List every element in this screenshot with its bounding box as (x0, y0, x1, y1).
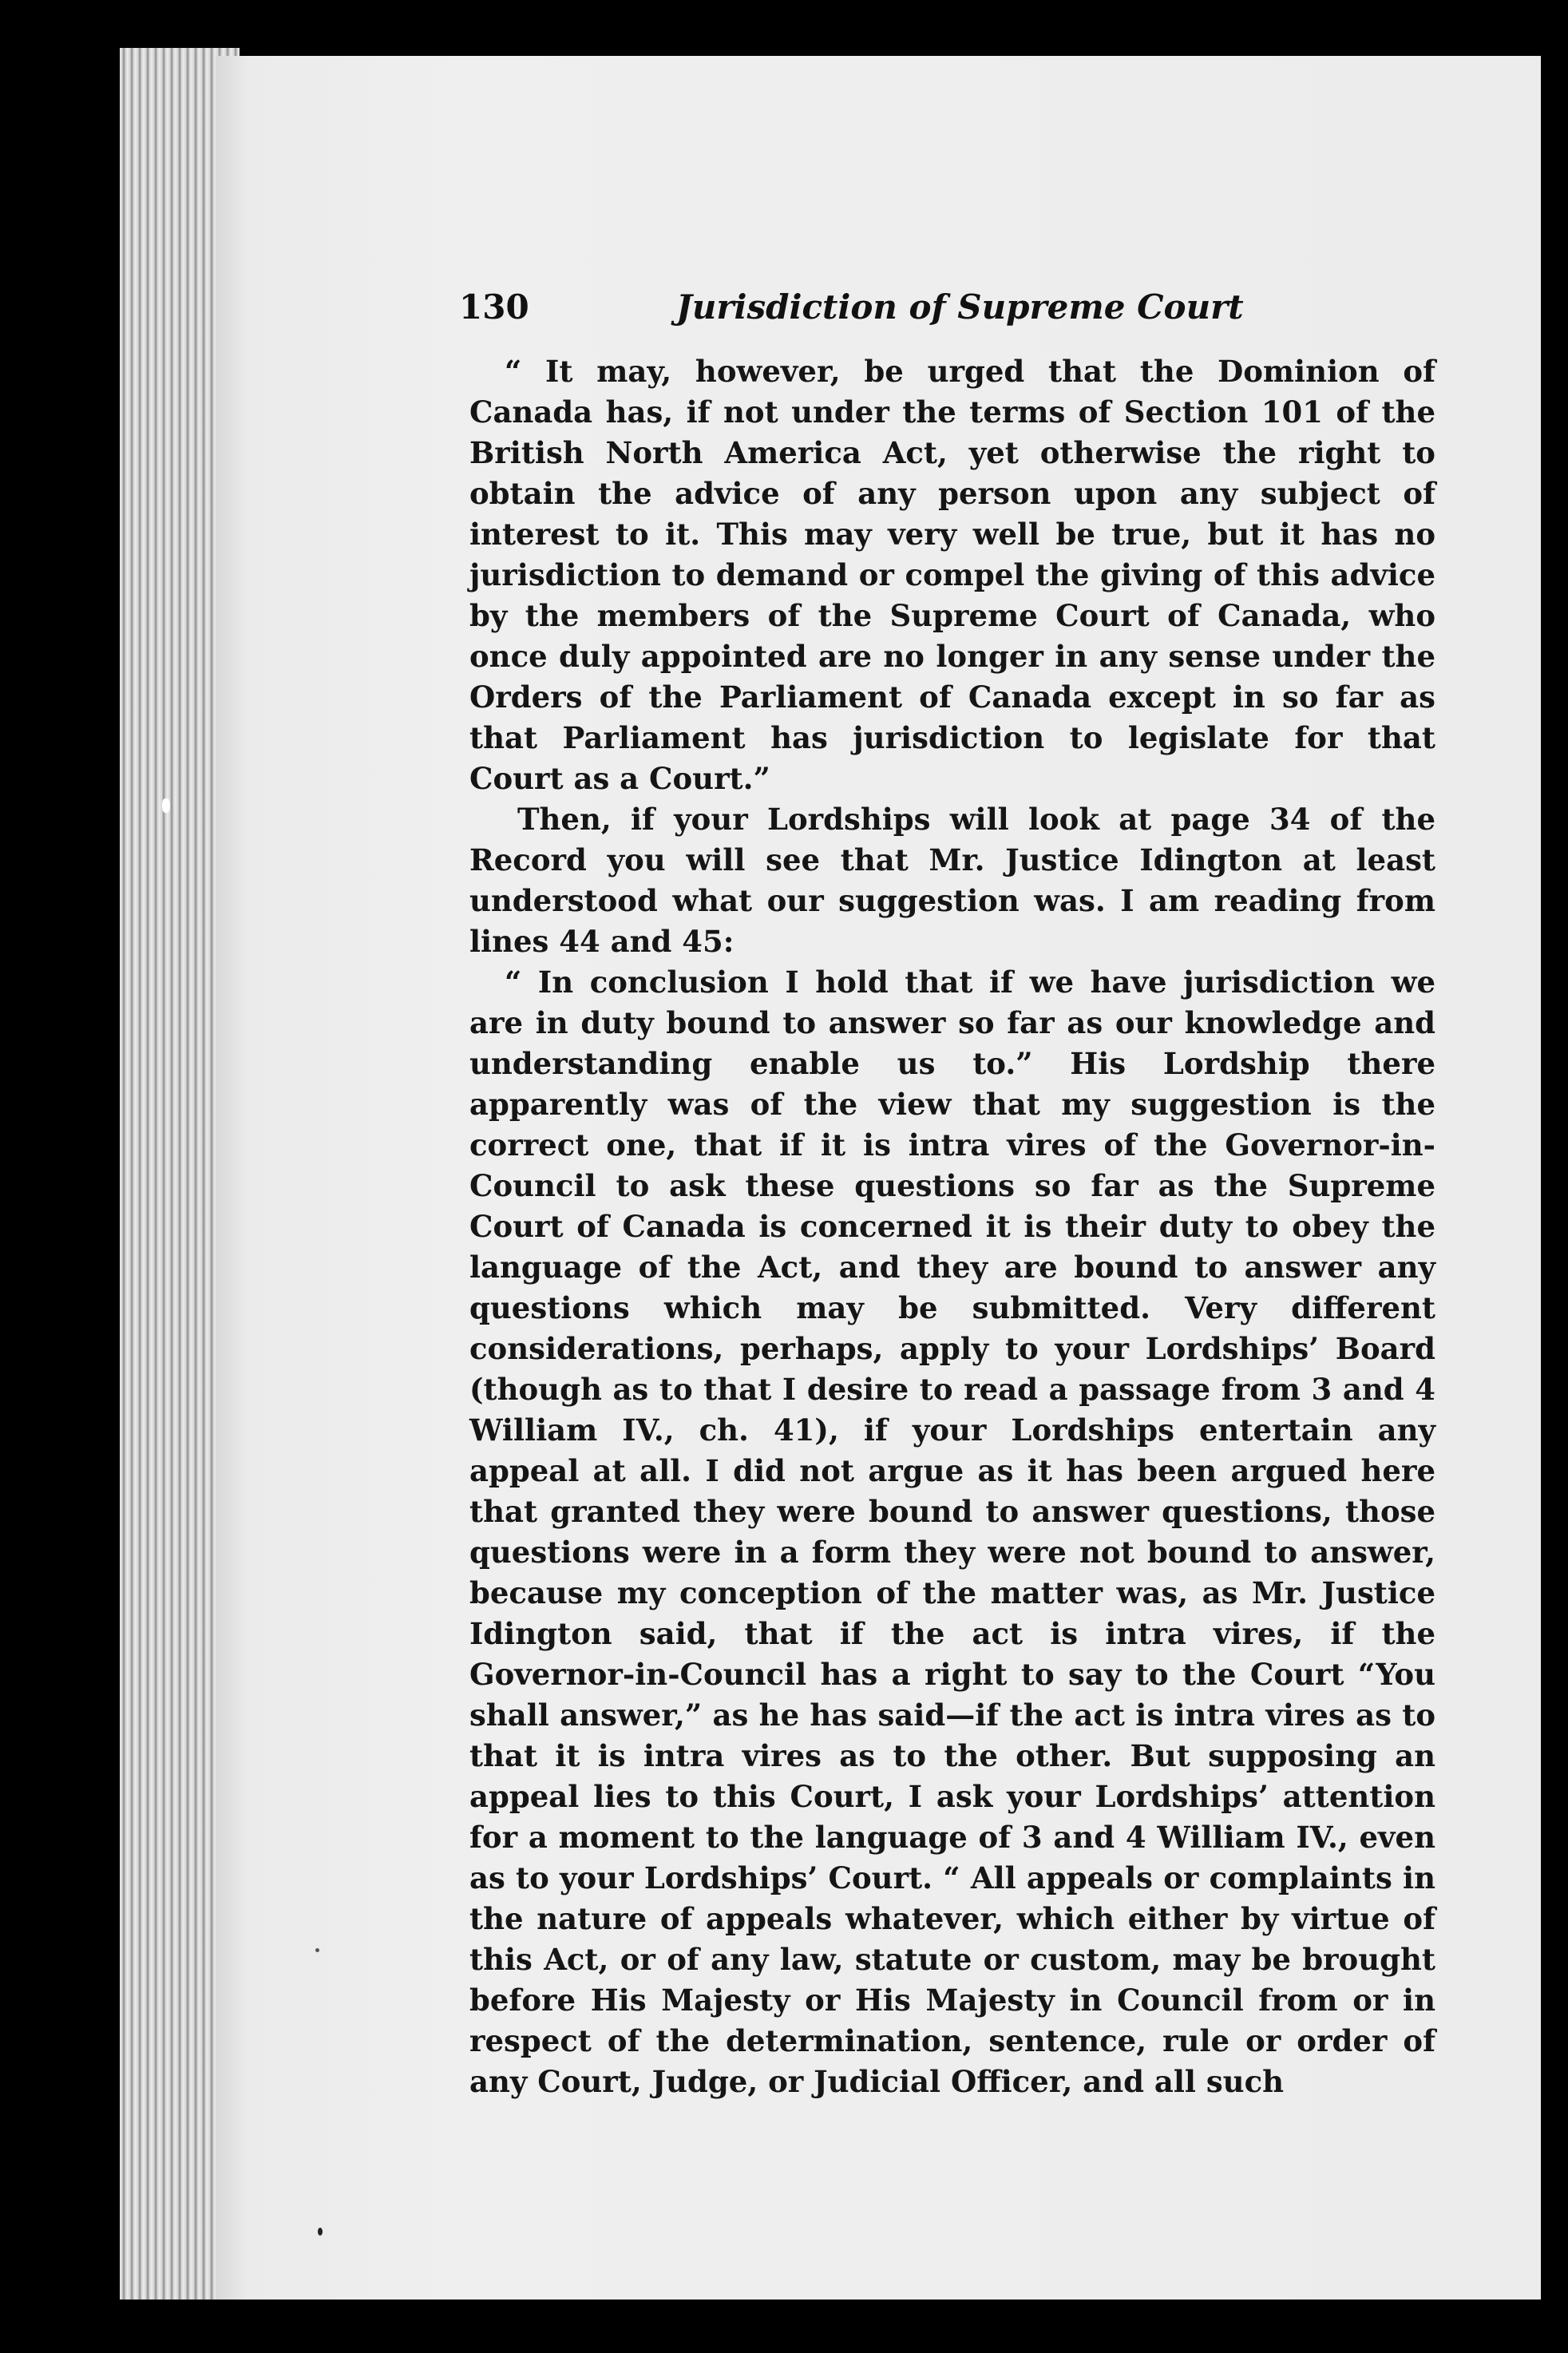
paragraph-conclusion-argument: “ In conclusion I hold that if we have jurisdiction we are in duty bound to answer so far as our knowledge and understanding enable us to.” His Lordship there apparently was of the view that my suggestion is the correct one, that if it is intra vires of the Governor-in-Council to ask these questions so far as the Supreme Court of Canada is concerned it is their duty to obey the language of the Act, and they are bound to answer any questions which may be submitted. Very different considerations, perhaps, apply to your Lordships’ Board (though as to that I desire to read a passage from 3 and 4 William IV., ch. 41), if your Lordships entertain any appeal at all. I did not argue as it has been argued here that granted they were bound to answer questions, those questions were in a form they were not bound to answer, because my conception of the matter was, as Mr. Justice Idington said, that if the act is intra vires, if the Governor-in-Council has a right to say to the Court “You shall answer,” as he has said—if the act is intra vires as to that it is intra vires as to the other. But supposing an appeal lies to this Court, I ask your Lordships’ attention for a moment to the language of 3 and 4 William IV., even as to your Lordships’ Court. “ All appeals or complaints in the nature of appeals whatever, which either by virtue of this Act, or of any law, statute or custom, may be brought before His Majesty or His Majesty in Council from or in respect of the determination, sentence, rule or order of any Court, Judge, or Judicial Officer, and all such (469, 965, 1435, 2099)
running-title: Jurisdiction of Supreme Court (676, 287, 1244, 327)
scan-artifact-dot-bottom (318, 2228, 323, 2236)
page-number: 130 (459, 287, 529, 327)
scan-artifact-dot (315, 1948, 319, 1952)
body-text (469, 351, 1435, 2102)
scan-artifact-mark (162, 798, 170, 813)
paragraph-record-reference: Then, if your Lordships will look at page 34 of the Record you will see that Mr. Justice Idington at least understood what our suggestion was. I am reading from lines 44 and 45: (469, 802, 1435, 959)
page-header (459, 287, 1513, 335)
paragraph-quote-opening: “ It may, however, be urged that the Dominion of Canada has, if not under the terms of Section 101 of the British North America Act, yet otherwise the right to obtain the advice of any person upon any subject of interest to it. This may very well be true, but it has no jurisdiction to demand or compel the giving of this advice by the members of the Supreme Court of Canada, who once duly appointed are no longer in any sense under the Orders of the Parliament of Canada except in so far as that Parliament has jurisdiction to legislate for that Court as a Court.” (469, 354, 1435, 796)
